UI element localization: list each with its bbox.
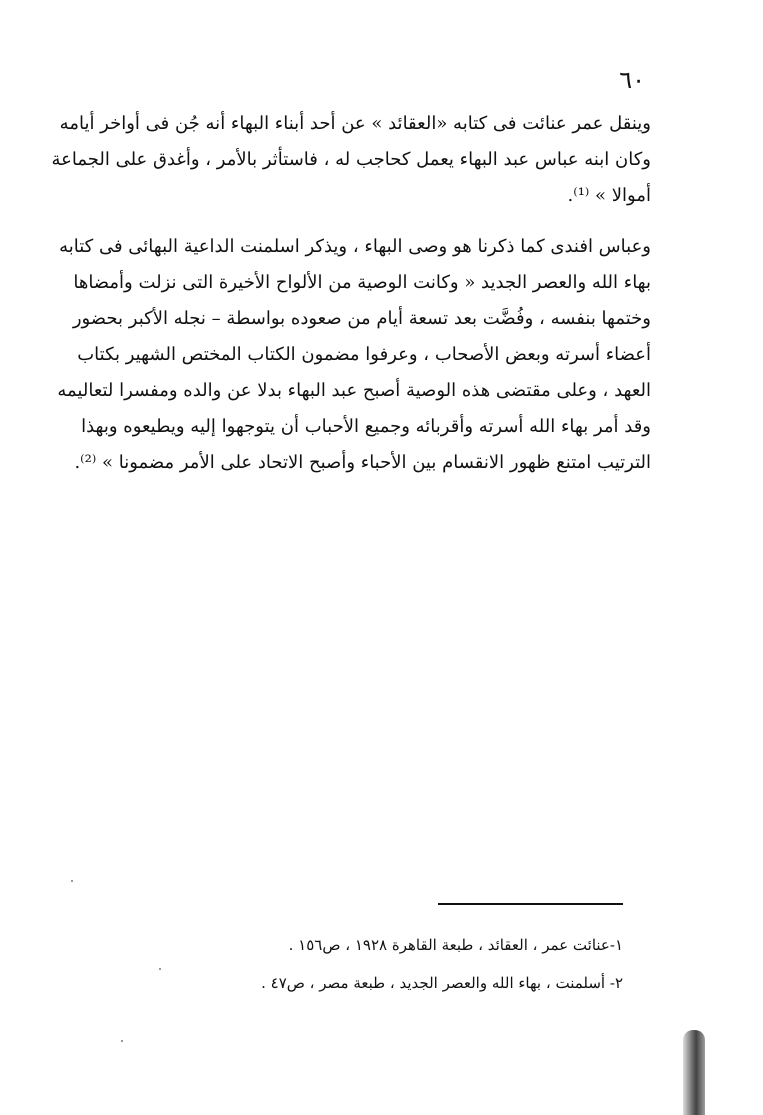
- scan-shadow-edge: [683, 1030, 705, 1115]
- text-line: العهد ، وعلى مقتضى هذه الوصية أصبح عبد البهاء بدلا عن والده ومفسرا لتعاليمه: [57, 380, 651, 401]
- text-line: وعباس افندى كما ذكرنا هو وصى البهاء ، ويذكر اسلمنت الداعية البهائى فى كتابه: [59, 236, 651, 257]
- text-line: الترتيب امتنع ظهور الانقسام بين الأحباء وأصبح الاتحاد على الأمر مضمونا » ⁽²⁾.: [74, 452, 651, 473]
- footnote-divider: [438, 903, 623, 905]
- paragraph-gap: [106, 214, 651, 229]
- scan-speck: [159, 968, 161, 970]
- page-number: ٦٠: [619, 66, 645, 94]
- text-line: أموالا » ⁽¹⁾.: [567, 185, 651, 206]
- text-line: بهاء الله والعصر الجديد « وكانت الوصية من الألواح الأخيرة التى نزلت وأمضاها: [73, 272, 651, 293]
- text-line: وختمها بنفسه ، وفُضَّت بعد تسعة أيام من صعوده بواسطة – نجله الأكبر بحضور: [72, 308, 651, 329]
- text-line: وكان ابنه عباس عبد البهاء يعمل كحاجب له ، فاستأثر بالأمر ، وأغدق على الجماعة: [51, 149, 651, 170]
- scan-speck: [121, 1040, 123, 1042]
- footnote-2: ٢- أسلمنت ، بهاء الله والعصر الجديد ، طبعة مصر ، ص٤٧ .: [261, 974, 623, 992]
- text-line: أعضاء أسرته وبعض الأصحاب ، وعرفوا مضمون الكتاب المختص الشهير بكتاب: [77, 344, 651, 365]
- text-line: وينقل عمر عنائت فى كتابه «العقائد » عن أحد أبناء البهاء أنه جُن فى أواخر أيامه: [59, 113, 651, 134]
- text-line: وقد أمر بهاء الله أسرته وأقربائه وجميع الأحباب أن يتوجهوا إليه ويطيعوه وبهذا: [81, 416, 651, 437]
- scan-speck: [71, 880, 73, 882]
- main-text: [51, 106, 651, 481]
- footnote-1: ١-عنائت عمر ، العقائد ، طبعة القاهرة ١٩٢٨ ، ص١٥٦ .: [288, 936, 623, 954]
- footnotes: [183, 926, 623, 1002]
